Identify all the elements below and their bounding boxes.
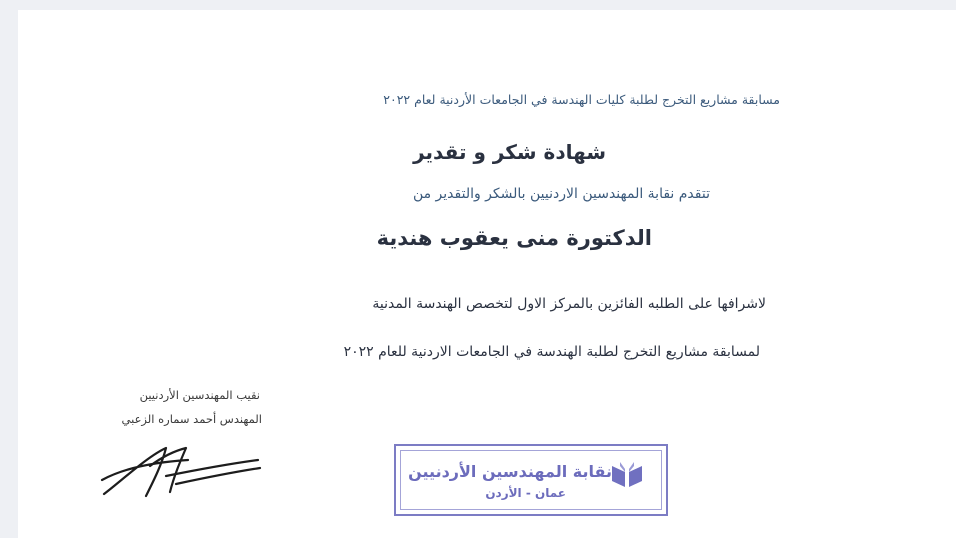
reason-line-2: لمسابقة مشاريع التخرج لطلبة الهندسة في الجامعات الاردنية للعام ٢٠٢٢ [343, 344, 760, 360]
presenter-line: تتقدم نقابة المهندسين الاردنيين بالشكر والتقدير من [412, 186, 710, 202]
stamp-name: نقابة المهندسين الأردنيين [408, 462, 612, 481]
association-stamp [394, 444, 668, 516]
competition-header: مسابقة مشاريع التخرج لطلبة كليات الهندسة في الجامعات الأردنية لعام ٢٠٢٢ [383, 92, 780, 107]
handwritten-signature [96, 446, 262, 498]
reason-line-1: لاشرافها على الطلبه الفائزين بالمركز الاول لتخصص الهندسة المدنية [372, 296, 766, 312]
book-logo-icon [610, 460, 644, 488]
signer-title: نقيب المهندسين الأردنيين [139, 388, 260, 402]
signer-name: المهندس أحمد سماره الزعبي [121, 412, 262, 426]
recipient-name: الدكتورة منى يعقوب هندية [376, 226, 652, 250]
certificate-title: شهادة شكر و تقدير [413, 140, 606, 164]
stamp-city: عمان - الأردن [485, 486, 566, 500]
